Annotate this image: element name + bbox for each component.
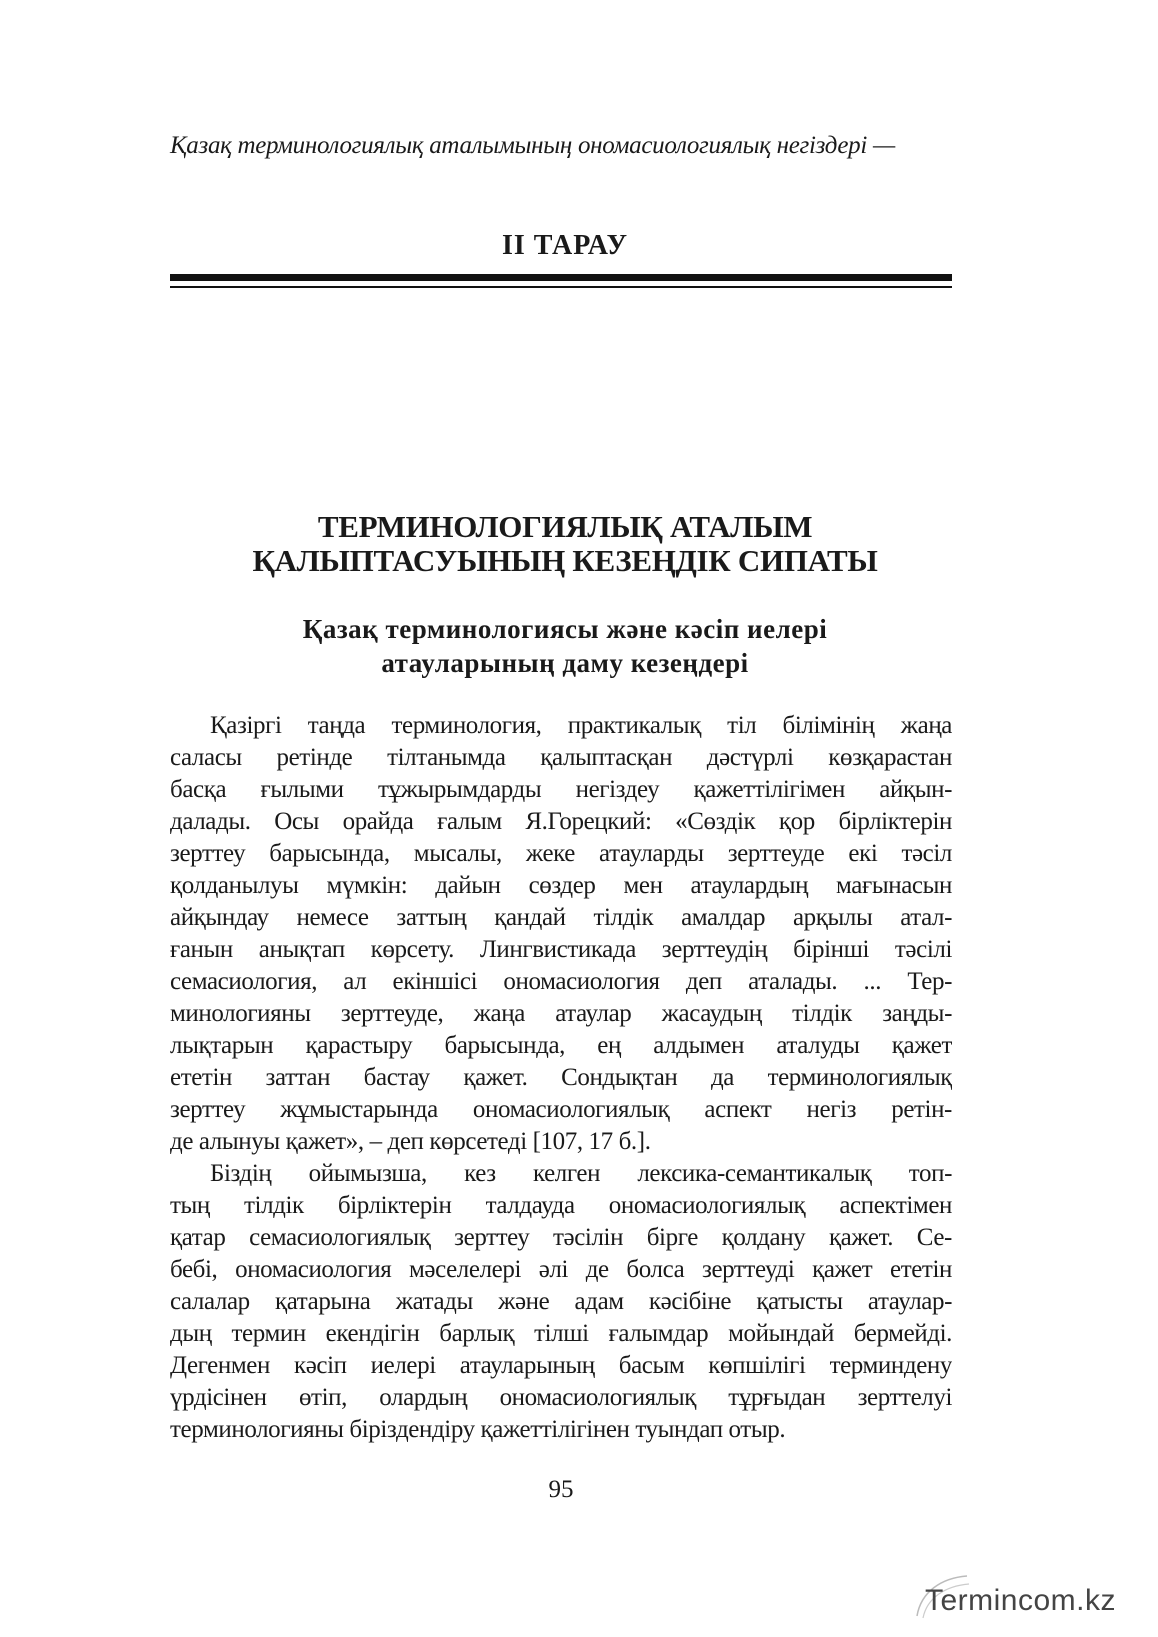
text-line: бебі, ономасиология мәселелері әлі де болса зерттеуді қажет ететін bbox=[170, 1256, 952, 1283]
subsection-title bbox=[170, 612, 960, 680]
text-line: Қазіргі таңда терминология, практикалық тіл білімінің жаңа bbox=[210, 712, 952, 739]
paragraph bbox=[170, 1158, 952, 1446]
section-title bbox=[170, 510, 960, 578]
text-line: де алынуы қажет», – деп көрсетеді [107, 17 б.]. bbox=[170, 1128, 651, 1155]
text-line: қатар семасиологиялық зерттеу тәсілін бірге қолдану қажет. Се- bbox=[170, 1224, 952, 1251]
text-line: салалар қатарына жатады және адам кәсібіне қатысты атаулар- bbox=[170, 1288, 952, 1315]
text-line: лықтарын қарастыру барысында, ең алдымен аталуды қажет bbox=[170, 1032, 952, 1059]
chapter-rule-thick bbox=[170, 274, 952, 281]
text-line: ғанын анықтап көрсету. Лингвистикада зерттеудің бірінші тәсілі bbox=[170, 936, 952, 963]
subsection-title-line: атауларының даму кезеңдері bbox=[381, 648, 749, 678]
text-line: семасиология, ал екіншісі ономасиология деп аталады. ... Тер- bbox=[170, 968, 952, 995]
text-line: айқындау немесе заттың қандай тілдік амалдар арқылы атал- bbox=[170, 904, 952, 931]
watermark-text: Termincom.kz bbox=[924, 1584, 1116, 1617]
text-line: ететін заттан бастау қажет. Сондықтан да терминологиялық bbox=[170, 1064, 952, 1091]
text-line: саласы ретінде тілтанымда қалыптасқан дәстүрлі көзқарастан bbox=[170, 744, 952, 771]
page-number: 95 bbox=[548, 1476, 574, 1503]
text-line: Дегенмен кәсіп иелері атауларының басым көпшілігі терминдену bbox=[170, 1352, 952, 1379]
text-line: минологияны зерттеуде, жаңа атаулар жасаудың тілдік заңды- bbox=[170, 1000, 952, 1027]
text-line: дың термин екендігін барлық тілші ғалымдар мойындай бермейді. bbox=[170, 1320, 952, 1347]
text-line: далады. Осы орайда ғалым Я.Горецкий: «Сөздік қор бірліктерін bbox=[170, 808, 952, 835]
text-line: қолданылуы мүмкін: дайын сөздер мен атаулардың мағынасын bbox=[170, 872, 952, 899]
site-watermark bbox=[925, 1584, 1116, 1618]
text-line: тың тілдік бірліктерін талдауда ономасиологиялық аспектімен bbox=[170, 1192, 952, 1219]
text-line: зерттеу жұмыстарында ономасиологиялық аспект негіз ретін- bbox=[170, 1096, 952, 1123]
paragraph bbox=[170, 710, 952, 1158]
section-title-line: ТЕРМИНОЛОГИЯЛЫҚ АТАЛЫМ bbox=[317, 509, 813, 544]
text-line: Біздің ойымызша, кез келген лексика-семантикалық топ- bbox=[210, 1160, 952, 1187]
text-line: терминологияны біріздендіру қажеттілігінен туындап отыр. bbox=[170, 1416, 786, 1443]
chapter-rule-thin bbox=[170, 286, 952, 288]
section-title-line: ҚАЛЫПТАСУЫНЫҢ КЕЗЕҢДІК СИПАТЫ bbox=[252, 543, 878, 578]
body-text bbox=[170, 710, 952, 1446]
running-head: Қазақ терминологиялық аталымының ономасиологиялық негіздері — bbox=[170, 132, 895, 159]
text-line: басқа ғылыми тұжырымдарды негіздеу қажеттілігімен айқын- bbox=[170, 776, 952, 803]
text-line: зерттеу барысында, мысалы, жеке атауларды зерттеуде екі тәсіл bbox=[170, 840, 952, 867]
subsection-title-line: Қазақ терминологиясы және кәсіп иелері bbox=[302, 614, 828, 644]
text-line: үрдісінен өтіп, олардың ономасиологиялық тұрғыдан зерттелуі bbox=[170, 1384, 952, 1411]
chapter-label: II ТАРАУ bbox=[501, 230, 629, 261]
